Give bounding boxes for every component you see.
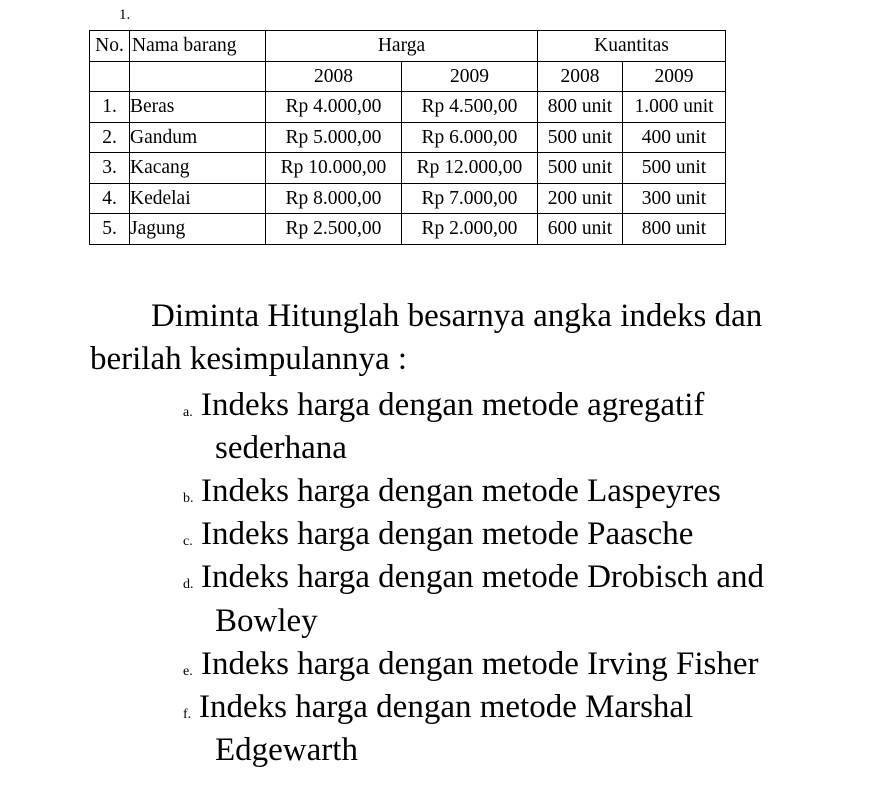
subheader-harga-2008: 2008 [266, 61, 402, 92]
header-no: No. [90, 31, 130, 62]
header-nama-barang: Nama barang [130, 31, 266, 62]
task-text-continued: sederhana [215, 430, 347, 466]
cell-quantity-2008: 500 unit [538, 153, 623, 184]
cell-quantity-2008: 600 unit [538, 214, 623, 245]
cell-no: 4. [90, 183, 130, 214]
cell-no: 2. [90, 122, 130, 153]
problem-number: 1. [119, 7, 131, 23]
cell-quantity-2009: 400 unit [623, 122, 726, 153]
cell-quantity-2009: 1.000 unit [623, 92, 726, 123]
instruction-line-2: berilah kesimpulannya : [90, 341, 408, 377]
cell-price-2009: Rp 7.000,00 [402, 183, 538, 214]
task-text: Indeks harga dengan metode Paasche [201, 516, 694, 552]
subheader-kuantitas-2008: 2008 [538, 61, 623, 92]
task-marker: e. [183, 664, 193, 679]
task-text: Indeks harga dengan metode Laspeyres [201, 473, 721, 509]
header-kuantitas: Kuantitas [538, 31, 726, 62]
cell-name: Jagung [130, 214, 266, 245]
cell-quantity-2008: 800 unit [538, 92, 623, 123]
task-text: Indeks harga dengan metode agregatif [201, 387, 705, 423]
cell-quantity-2009: 500 unit [623, 153, 726, 184]
cell-price-2008: Rp 5.000,00 [266, 122, 402, 153]
cell-quantity-2008: 200 unit [538, 183, 623, 214]
subheader-kuantitas-2009: 2009 [623, 61, 726, 92]
header-harga: Harga [266, 31, 538, 62]
cell-quantity-2009: 800 unit [623, 214, 726, 245]
task-text: Indeks harga dengan metode Irving Fisher [201, 646, 759, 682]
task-marker: b. [183, 491, 194, 506]
cell-price-2008: Rp 8.000,00 [266, 183, 402, 214]
cell-price-2008: Rp 2.500,00 [266, 214, 402, 245]
cell-no: 5. [90, 214, 130, 245]
task-text-continued: Bowley [215, 603, 318, 639]
cell-price-2008: Rp 10.000,00 [266, 153, 402, 184]
task-text-continued: Edgewarth [215, 732, 358, 768]
task-text: Indeks harga dengan metode Drobisch and [201, 559, 764, 595]
task-text: Indeks harga dengan metode Marshal [199, 689, 694, 725]
task-marker: c. [183, 534, 193, 549]
cell-price-2009: Rp 2.000,00 [402, 214, 538, 245]
task-marker: f. [183, 707, 192, 722]
instruction-line-1: Diminta Hitunglah besarnya angka indeks dan [151, 298, 763, 334]
cell-price-2009: Rp 4.500,00 [402, 92, 538, 123]
cell-name: Gandum [130, 122, 266, 153]
cell-quantity-2009: 300 unit [623, 183, 726, 214]
task-marker: d. [183, 577, 194, 592]
cell-price-2009: Rp 6.000,00 [402, 122, 538, 153]
cell-name: Kacang [130, 153, 266, 184]
cell-no: 1. [90, 92, 130, 123]
cell-no: 3. [90, 153, 130, 184]
cell-name: Kedelai [130, 183, 266, 214]
task-marker: a. [183, 405, 193, 420]
cell-quantity-2008: 500 unit [538, 122, 623, 153]
cell-name: Beras [130, 92, 266, 123]
subheader-harga-2009: 2009 [402, 61, 538, 92]
cell-price-2008: Rp 4.000,00 [266, 92, 402, 123]
cell-price-2009: Rp 12.000,00 [402, 153, 538, 184]
